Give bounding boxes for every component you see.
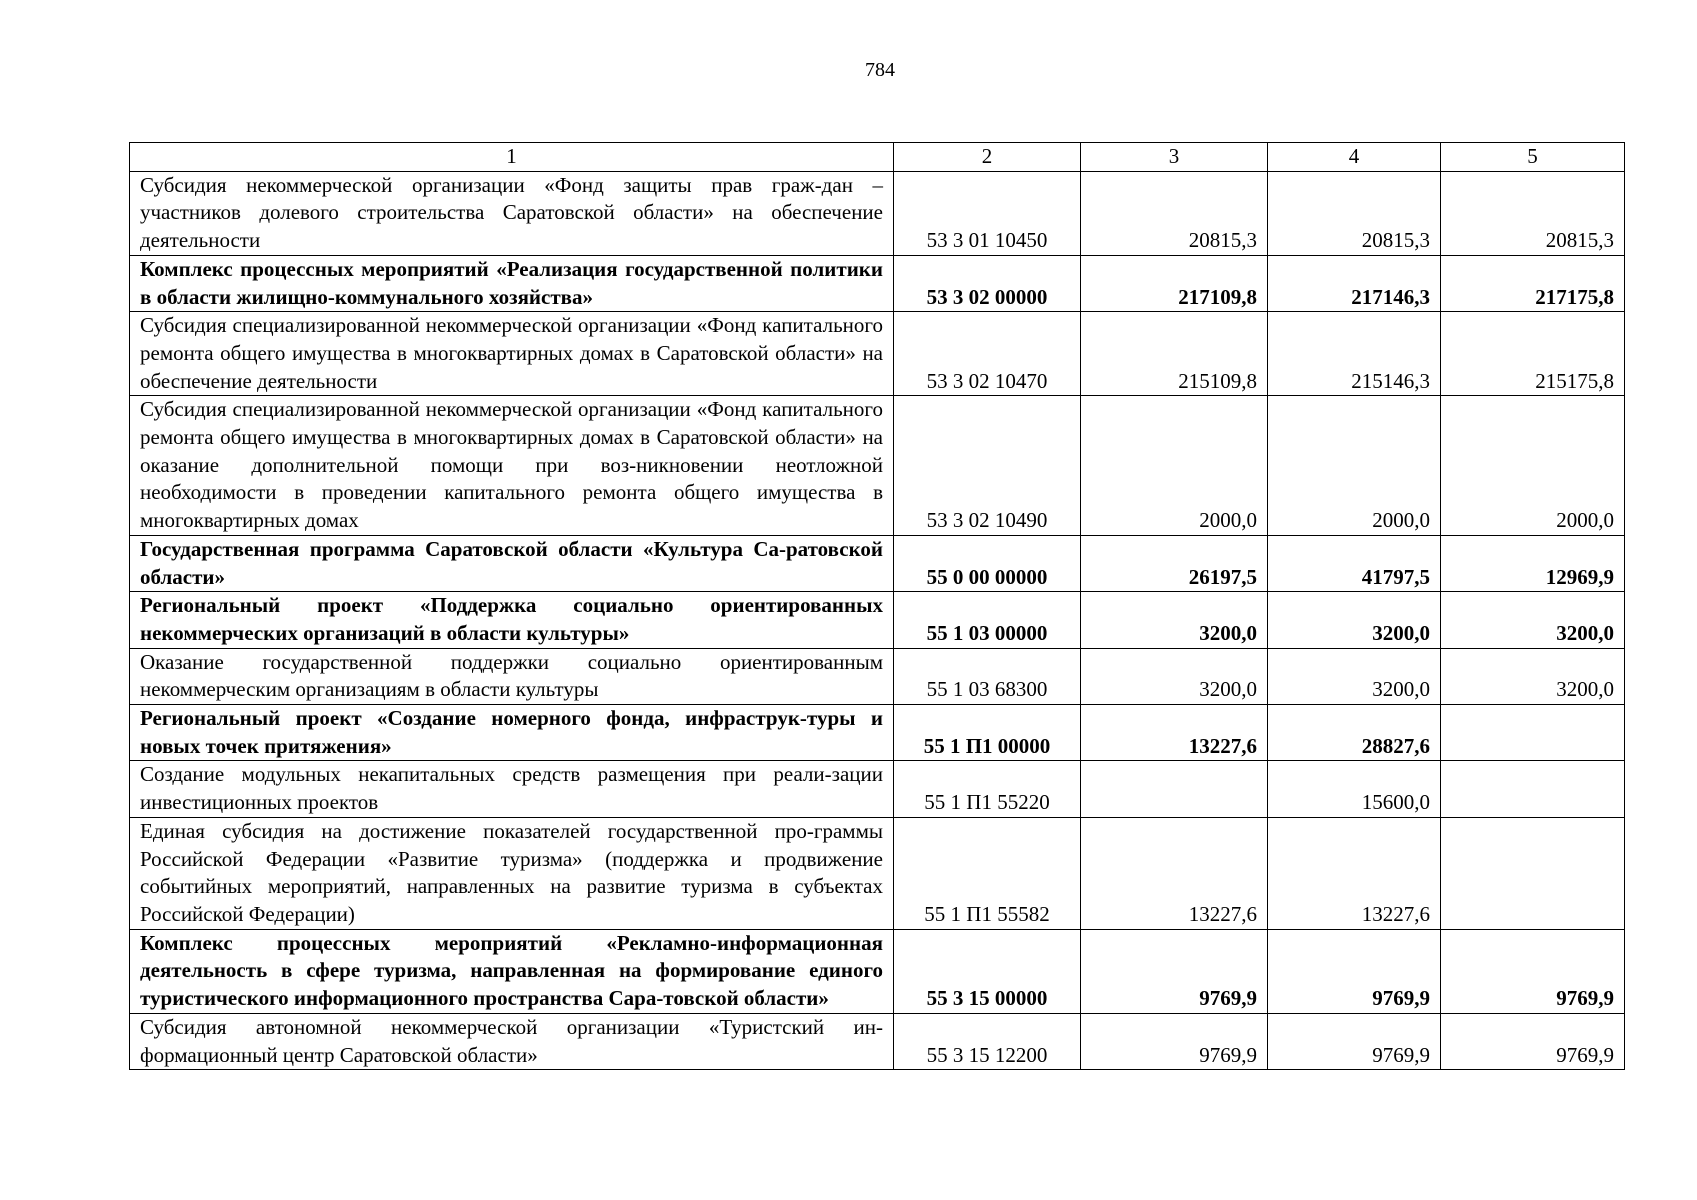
row-value-5: 9769,9	[1441, 929, 1625, 1013]
row-value-3: 3200,0	[1081, 592, 1268, 648]
header-col-5: 5	[1441, 143, 1625, 172]
row-value-5	[1441, 817, 1625, 929]
row-value-5: 2000,0	[1441, 396, 1625, 536]
row-name: Субсидия автономной некоммерческой организации «Туристский ин-формационный центр Саратовской области»	[130, 1013, 894, 1069]
row-code: 53 3 02 10470	[894, 312, 1081, 396]
table-row	[130, 648, 1625, 704]
table-row	[130, 929, 1625, 1013]
row-value-4: 215146,3	[1268, 312, 1441, 396]
row-value-3: 2000,0	[1081, 396, 1268, 536]
row-value-3: 20815,3	[1081, 171, 1268, 255]
header-row	[130, 143, 1625, 172]
row-value-5: 3200,0	[1441, 592, 1625, 648]
row-code: 55 1 03 00000	[894, 592, 1081, 648]
row-code: 55 3 15 12200	[894, 1013, 1081, 1069]
row-value-3: 9769,9	[1081, 929, 1268, 1013]
row-value-3: 3200,0	[1081, 648, 1268, 704]
row-value-3	[1081, 761, 1268, 817]
row-value-4: 3200,0	[1268, 592, 1441, 648]
row-value-5: 12969,9	[1441, 535, 1625, 591]
row-value-3: 215109,8	[1081, 312, 1268, 396]
row-name: Оказание государственной поддержки социально ориентированным некоммерческим организациям в области культуры	[130, 648, 894, 704]
row-value-4: 3200,0	[1268, 648, 1441, 704]
row-code: 55 3 15 00000	[894, 929, 1081, 1013]
table-body	[130, 171, 1625, 1070]
row-value-4: 9769,9	[1268, 929, 1441, 1013]
table-row	[130, 705, 1625, 761]
row-value-4: 15600,0	[1268, 761, 1441, 817]
row-value-4: 28827,6	[1268, 705, 1441, 761]
row-code: 53 3 01 10450	[894, 171, 1081, 255]
row-name: Единая субсидия на достижение показателей государственной про-граммы Российской Федерации «Развитие туризма» (поддержка и продвижение событийных мероприятий, направленных на развитие туризма в субъектах Российской Федерации)	[130, 817, 894, 929]
header-col-2: 2	[894, 143, 1081, 172]
row-code: 55 1 П1 55582	[894, 817, 1081, 929]
row-name: Создание модульных некапитальных средств размещения при реали-зации инвестиционных проектов	[130, 761, 894, 817]
table-row	[130, 1013, 1625, 1069]
row-value-5: 9769,9	[1441, 1013, 1625, 1069]
header-col-4: 4	[1268, 143, 1441, 172]
row-value-5	[1441, 761, 1625, 817]
row-name: Государственная программа Саратовской области «Культура Са-ратовской области»	[130, 535, 894, 591]
row-code: 53 3 02 00000	[894, 255, 1081, 311]
table-row	[130, 817, 1625, 929]
row-name: Субсидия специализированной некоммерческой организации «Фонд капитального ремонта общего имущества в многоквартирных домах в Саратовской области» на обеспечение деятельности	[130, 312, 894, 396]
row-name: Субсидия специализированной некоммерческой организации «Фонд капитального ремонта общего имущества в многоквартирных домах в Саратовской области» на оказание дополнительной помощи при воз-никновении неотложной необходимости в проведении капитального ремонта общего имущества в многоквартирных домах	[130, 396, 894, 536]
row-code: 55 1 П1 00000	[894, 705, 1081, 761]
row-name: Субсидия некоммерческой организации «Фонд защиты прав граж-дан – участников долевого строительства Саратовской области» на обеспечение деятельности	[130, 171, 894, 255]
row-code: 55 1 П1 55220	[894, 761, 1081, 817]
row-code: 55 0 00 00000	[894, 535, 1081, 591]
row-value-4: 13227,6	[1268, 817, 1441, 929]
table-row	[130, 761, 1625, 817]
row-value-4: 41797,5	[1268, 535, 1441, 591]
row-value-4: 9769,9	[1268, 1013, 1441, 1069]
row-value-5: 3200,0	[1441, 648, 1625, 704]
page-number: 784	[865, 59, 895, 81]
row-value-3: 9769,9	[1081, 1013, 1268, 1069]
table-row	[130, 255, 1625, 311]
row-value-3: 26197,5	[1081, 535, 1268, 591]
row-value-5: 20815,3	[1441, 171, 1625, 255]
row-name: Региональный проект «Поддержка социально ориентированных некоммерческих организаций в области культуры»	[130, 592, 894, 648]
row-value-5: 217175,8	[1441, 255, 1625, 311]
row-value-4: 20815,3	[1268, 171, 1441, 255]
row-code: 53 3 02 10490	[894, 396, 1081, 536]
budget-table	[129, 142, 1625, 1070]
row-name: Комплекс процессных мероприятий «Рекламно-информационная деятельность в сфере туризма, направленная на формирование единого туристического информационного пространства Сара-товской области»	[130, 929, 894, 1013]
table-header	[130, 143, 1625, 172]
table-row	[130, 312, 1625, 396]
row-name: Комплекс процессных мероприятий «Реализация государственной политики в области жилищно-коммунального хозяйства»	[130, 255, 894, 311]
table-row	[130, 592, 1625, 648]
row-value-5	[1441, 705, 1625, 761]
table-row	[130, 535, 1625, 591]
table-row	[130, 396, 1625, 536]
row-value-3: 217109,8	[1081, 255, 1268, 311]
row-value-3: 13227,6	[1081, 817, 1268, 929]
row-value-4: 217146,3	[1268, 255, 1441, 311]
row-value-3: 13227,6	[1081, 705, 1268, 761]
row-code: 55 1 03 68300	[894, 648, 1081, 704]
header-col-1: 1	[130, 143, 894, 172]
row-name: Региональный проект «Создание номерного фонда, инфраструк-туры и новых точек притяжения»	[130, 705, 894, 761]
header-col-3: 3	[1081, 143, 1268, 172]
table-row	[130, 171, 1625, 255]
row-value-4: 2000,0	[1268, 396, 1441, 536]
row-value-5: 215175,8	[1441, 312, 1625, 396]
